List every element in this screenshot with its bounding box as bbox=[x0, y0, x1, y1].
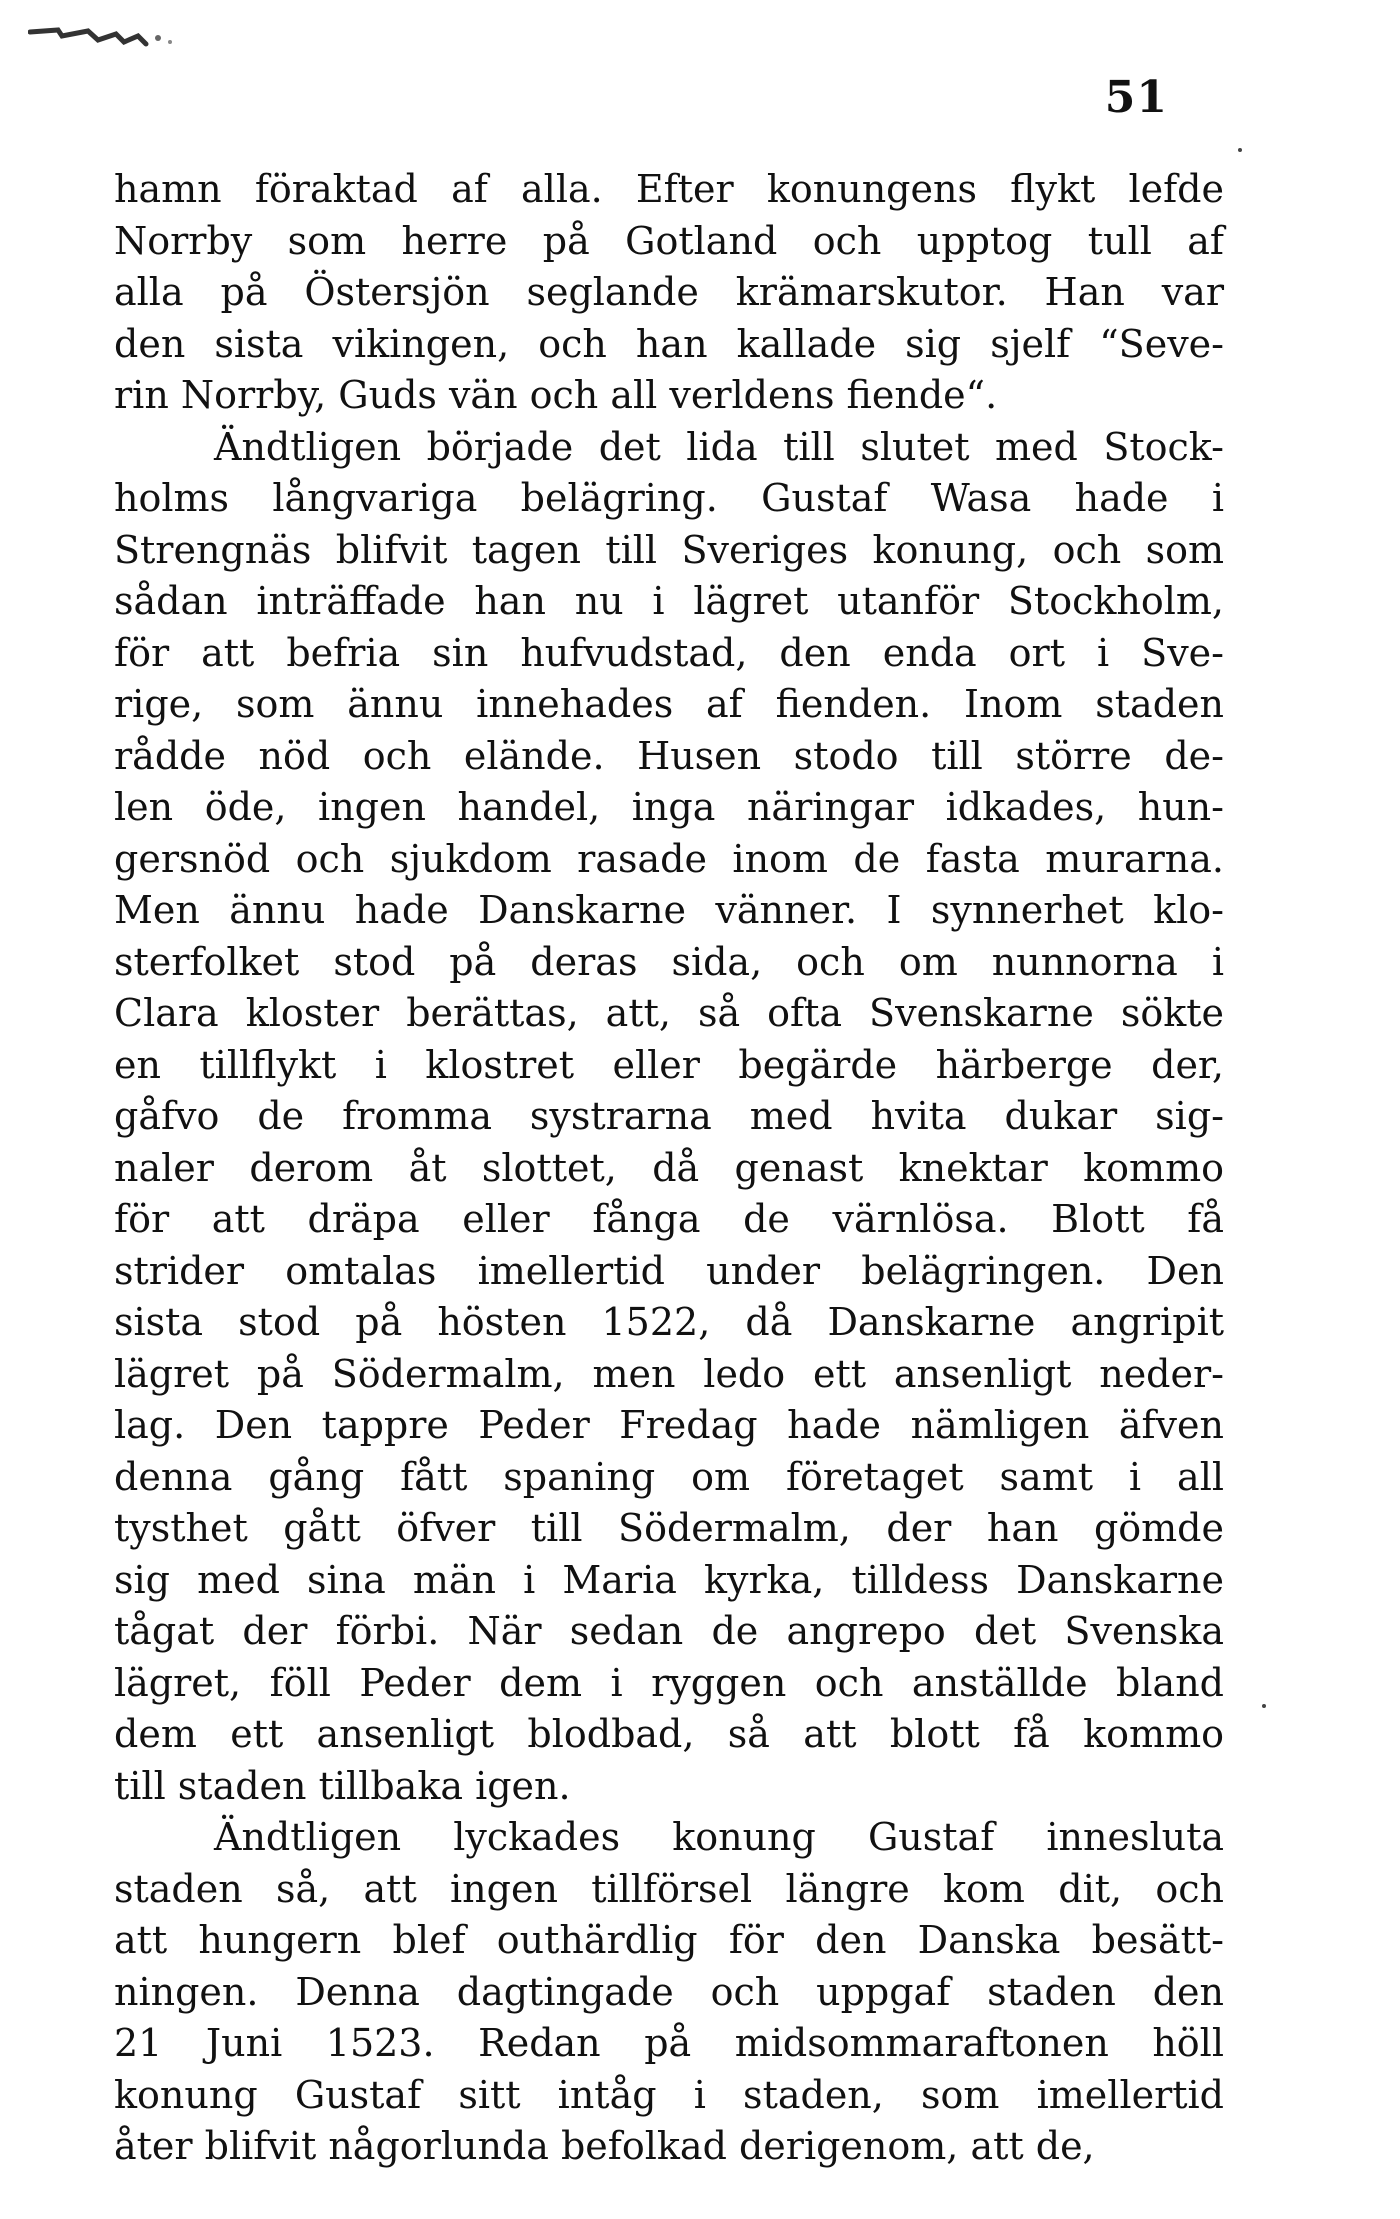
text-line: åter blifvit någorlunda befolkad derigenom, att de, bbox=[114, 2124, 1095, 2168]
text-line: rige, som ännu innehades af fienden. Inom staden bbox=[114, 682, 1224, 726]
page-number: 51 bbox=[1104, 72, 1168, 123]
text-line: Men ännu hade Danskarne vänner. I synnerhet klo- bbox=[114, 888, 1224, 932]
speck bbox=[1238, 148, 1242, 152]
text-line: Ändtligen började det lida till slutet med Stock- bbox=[214, 424, 1224, 469]
speck bbox=[1262, 1704, 1266, 1708]
text-line: gersnöd och sjukdom rasade inom de fasta murarna. bbox=[114, 836, 1224, 881]
text-line: 21 Juni 1523. Redan på midsommaraftonen höll bbox=[114, 2021, 1224, 2065]
text-line: ningen. Denna dagtingade och uppgaf staden den bbox=[114, 1969, 1224, 2014]
text-line: en tillflykt i klostret eller begärde härberge der, bbox=[114, 1042, 1224, 1087]
text-line: lag. Den tappre Peder Fredag hade nämligen äfven bbox=[114, 1403, 1224, 1447]
scan-artifact-mark bbox=[28, 22, 178, 52]
body-text bbox=[114, 164, 1224, 2173]
text-line: strider omtalas imellertid under belägringen. Den bbox=[114, 1248, 1224, 1293]
text-line: sig med sina män i Maria kyrka, tilldess Danskarne bbox=[114, 1557, 1224, 1602]
text-line: för att dräpa eller fånga de värnlösa. Blott få bbox=[114, 1197, 1224, 1241]
text-line: Strengnäs blifvit tagen till Sveriges konung, och som bbox=[114, 527, 1224, 572]
text-line: lägret på Södermalm, men ledo ett ansenligt neder- bbox=[114, 1351, 1224, 1396]
text-line: Ändtligen lyckades konung Gustaf innesluta bbox=[214, 1815, 1224, 1859]
text-line: för att befria sin hufvudstad, den enda ort i Sve- bbox=[114, 630, 1224, 675]
text-line: konung Gustaf sitt intåg i staden, som imellertid bbox=[114, 2072, 1224, 2117]
text-line: holms långvariga belägring. Gustaf Wasa hade i bbox=[114, 476, 1224, 520]
text-line: rådde nöd och elände. Husen stodo till större de- bbox=[114, 733, 1224, 778]
text-line: sådan inträffade han nu i lägret utanför Stockholm, bbox=[114, 579, 1224, 623]
text-line: len öde, ingen handel, inga näringar idkades, hun- bbox=[114, 785, 1224, 829]
text-line: dem ett ansenligt blodbad, så att blott få kommo bbox=[114, 1712, 1224, 1756]
text-line: sista stod på hösten 1522, då Danskarne angripit bbox=[114, 1300, 1224, 1344]
text-line: lägret, föll Peder dem i ryggen och anställde bland bbox=[114, 1660, 1224, 1705]
text-line: denna gång fått spaning om företaget samt i all bbox=[114, 1454, 1224, 1499]
text-line: hamn föraktad af alla. Efter konungens flykt lefde bbox=[114, 167, 1224, 211]
text-line: den sista vikingen, och han kallade sig sjelf “Seve- bbox=[114, 321, 1224, 366]
text-line: till staden tillbaka igen. bbox=[114, 1763, 571, 1808]
text-line: sterfolket stod på deras sida, och om nunnorna i bbox=[114, 939, 1224, 984]
text-line: Norrby som herre på Gotland och upptog tull af bbox=[114, 218, 1224, 263]
text-line: tysthet gått öfver till Södermalm, der han gömde bbox=[114, 1506, 1224, 1550]
text-line: Clara kloster berättas, att, så ofta Svenskarne sökte bbox=[114, 991, 1224, 1035]
text-line: gåfvo de fromma systrarna med hvita dukar sig- bbox=[114, 1094, 1224, 1138]
text-line: naler derom åt slottet, då genast knektar kommo bbox=[114, 1145, 1224, 1190]
text-line: tågat der förbi. När sedan de angrepo det Svenska bbox=[114, 1609, 1224, 1653]
text-line: alla på Östersjön seglande krämarskutor. Han var bbox=[114, 270, 1224, 314]
text-line: att hungern blef outhärdlig för den Danska besätt- bbox=[114, 1918, 1224, 1962]
text-line: staden så, att ingen tillförsel längre kom dit, och bbox=[114, 1866, 1224, 1911]
text-line: rin Norrby, Guds vän och all verldens fiende“. bbox=[114, 373, 998, 417]
